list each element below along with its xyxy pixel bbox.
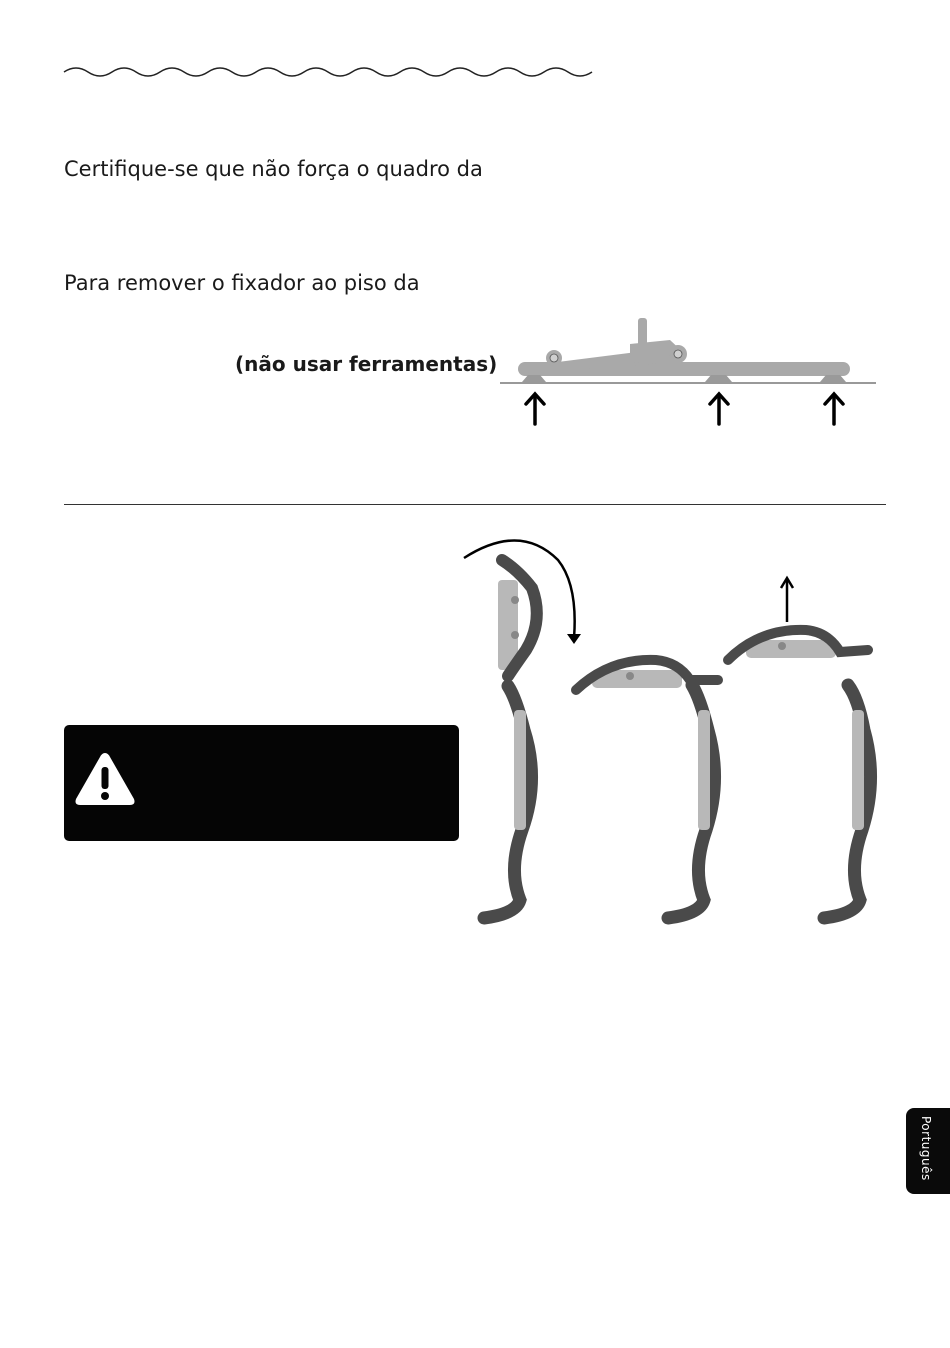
no-tools-note: (não usar ferramentas) (235, 352, 498, 376)
language-label: Português (919, 1116, 933, 1181)
fixer-lifted (728, 630, 868, 660)
base-rail (518, 318, 850, 376)
fixer-removal-illustration (460, 530, 890, 930)
instruction-text-remove-fixer: Para remover o fixador ao piso da (64, 271, 420, 295)
fixer-feet (522, 375, 846, 382)
floor-fixer-illustration (500, 312, 880, 432)
instruction-text-frame: Certifique-se que não força o quadro da (64, 157, 483, 181)
wavy-header-line (62, 62, 594, 82)
warning-box (64, 725, 459, 841)
warning-triangle-icon (72, 749, 138, 809)
fixer-vertical (498, 560, 537, 676)
section-divider (64, 504, 886, 505)
language-tab (906, 1108, 950, 1194)
up-arrow-icon (526, 394, 843, 424)
up-arrow-icon (781, 578, 793, 622)
rotation-arrow-icon (464, 540, 575, 638)
